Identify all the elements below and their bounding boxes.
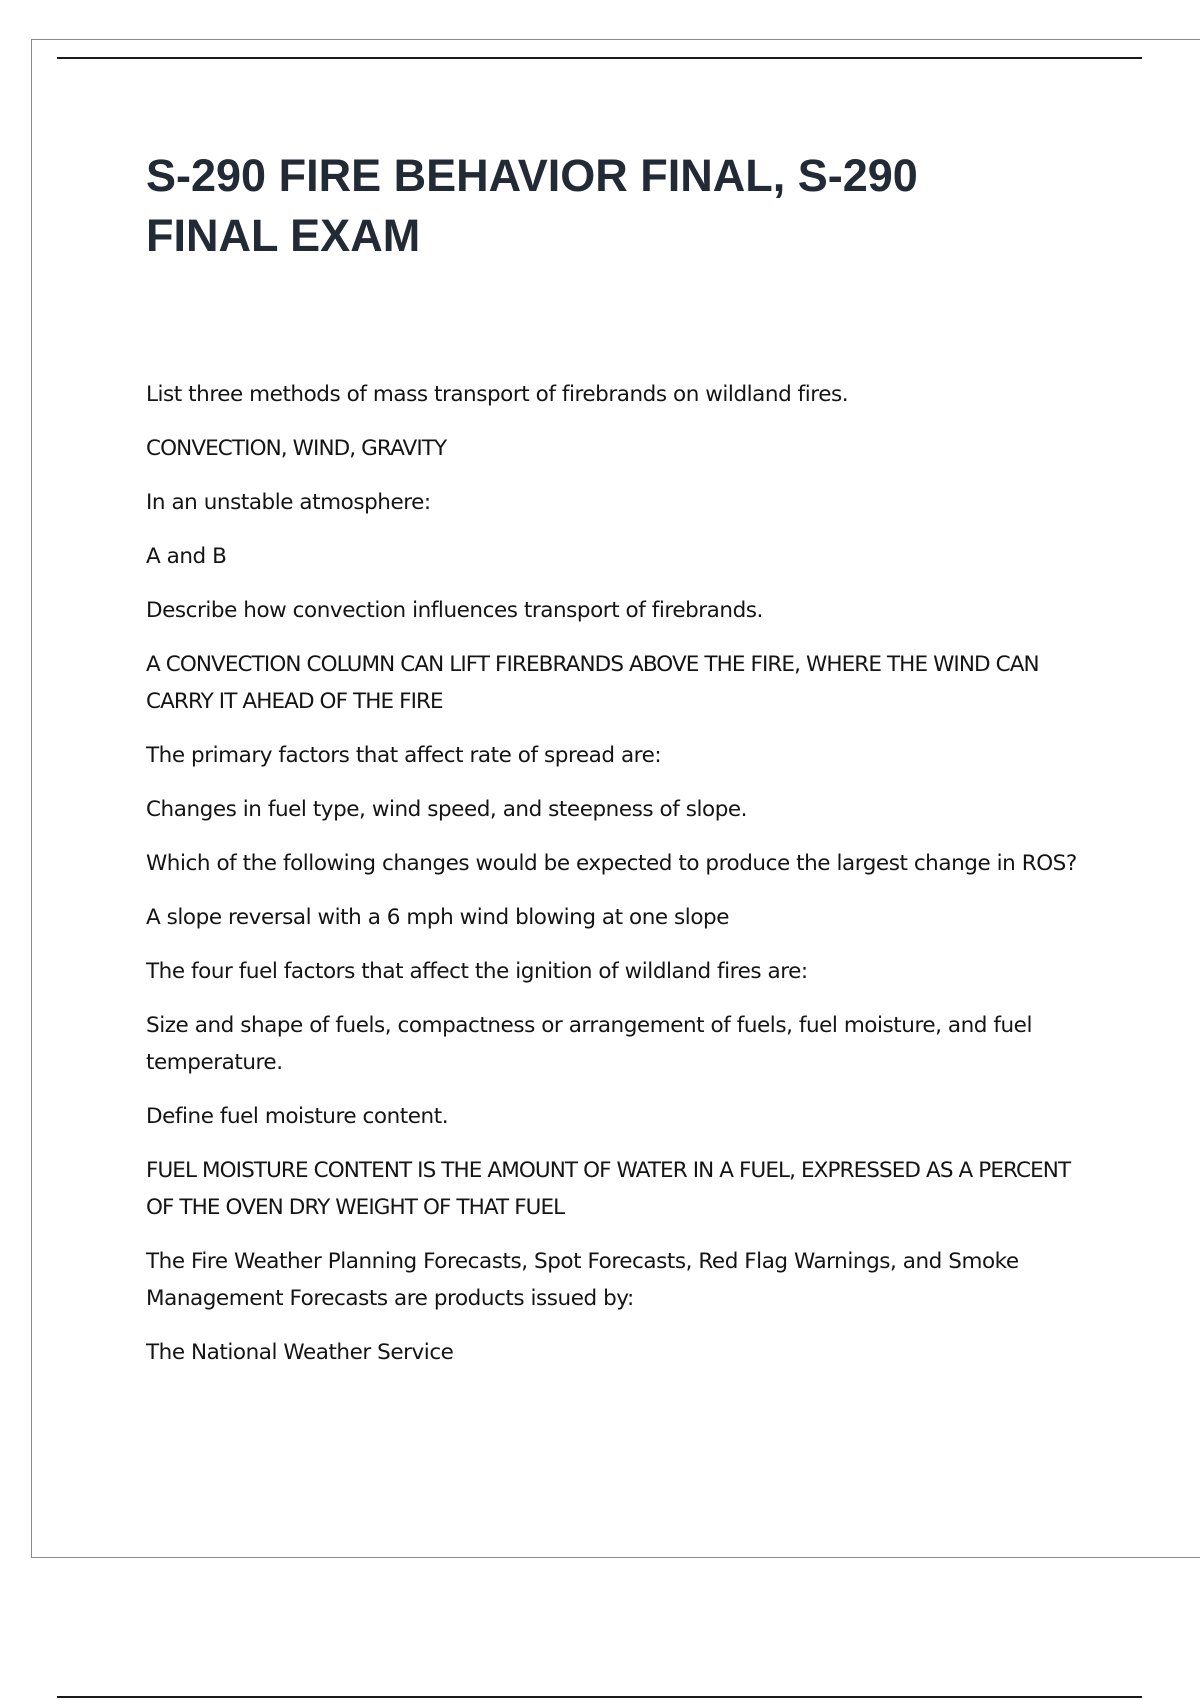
question-line: Define fuel moisture content.: [146, 1104, 449, 1129]
answer-line: CONVECTION, WIND, GRAVITY: [146, 436, 447, 461]
answer-line: A and B: [146, 544, 227, 569]
top-rule: [57, 57, 1142, 59]
bottom-rule: [57, 1696, 1142, 1698]
answer-line: Changes in fuel type, wind speed, and steepness of slope.: [146, 797, 748, 822]
answer-line: The National Weather Service: [146, 1340, 454, 1365]
question-line: Describe how convection influences transport of firebrands.: [146, 598, 763, 623]
answer-line: Size and shape of fuels, compactness or arrangement of fuels, fuel moisture, and fuel temperature.: [146, 1013, 1032, 1075]
question-line: The Fire Weather Planning Forecasts, Spot Forecasts, Red Flag Warnings, and Smoke Management Forecasts are products issued by:: [146, 1249, 1019, 1311]
question-line: List three methods of mass transport of firebrands on wildland fires.: [146, 382, 849, 407]
qa-list: [146, 376, 1091, 1388]
question-line: In an unstable atmosphere:: [146, 490, 431, 515]
question-line: The primary factors that affect rate of spread are:: [146, 743, 662, 768]
answer-line: A slope reversal with a 6 mph wind blowing at one slope: [146, 905, 730, 930]
question-line: Which of the following changes would be expected to produce the largest change in ROS?: [146, 851, 1077, 876]
answer-line: FUEL MOISTURE CONTENT IS THE AMOUNT OF WATER IN A FUEL, EXPRESSED AS A PERCENT OF THE OVEN DRY WEIGHT OF THAT FUEL: [146, 1158, 1071, 1220]
answer-line: A CONVECTION COLUMN CAN LIFT FIREBRANDS ABOVE THE FIRE, WHERE THE WIND CAN CARRY IT AHEAD OF THE FIRE: [146, 652, 1039, 714]
page-title: S-290 FIRE BEHAVIOR FINAL, S-290 FINAL EXAM: [146, 150, 918, 261]
question-line: The four fuel factors that affect the ignition of wildland fires are:: [146, 959, 808, 984]
